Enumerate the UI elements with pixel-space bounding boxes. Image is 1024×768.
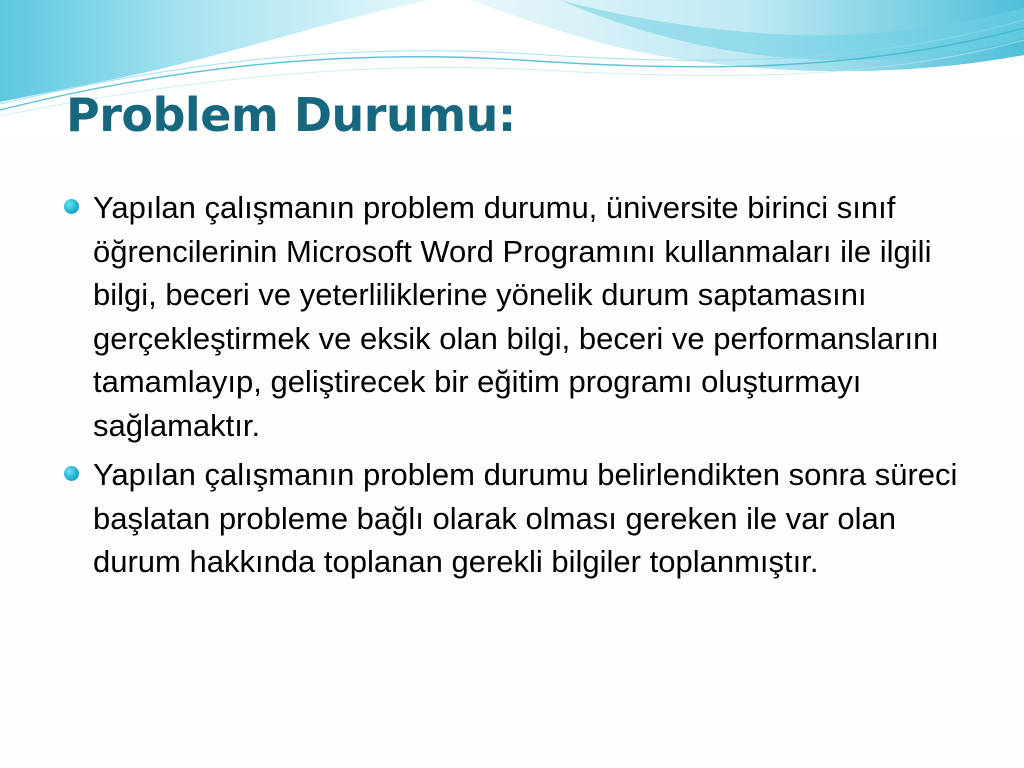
- bullet-list: [62, 186, 962, 590]
- bullet-item: [62, 453, 962, 584]
- slide-title: Problem Durumu:: [66, 88, 516, 142]
- bullet-dot-icon: [64, 199, 79, 214]
- bullet-text: Yapılan çalışmanın problem durumu belirlendikten sonra süreci başlatan probleme bağlı olarak olması gereken ile var olan durum hakkında toplanan gerekli bilgiler toplanmıştır.: [93, 457, 958, 579]
- bullet-dot-icon: [64, 466, 79, 481]
- bullet-item: [62, 186, 962, 447]
- bullet-text: Yapılan çalışmanın problem durumu, üniversite birinci sınıf öğrencilerinin Microsoft Word Programını kullanmaları ile ilgili bilgi, beceri ve yeterliliklerine yönelik durum saptamasını gerçekleştirmek ve eksik olan bilgi, beceri ve performanslarını tamamlayıp, geliştirecek bir eğitim programı oluşturmayı sağlamaktır.: [93, 190, 939, 443]
